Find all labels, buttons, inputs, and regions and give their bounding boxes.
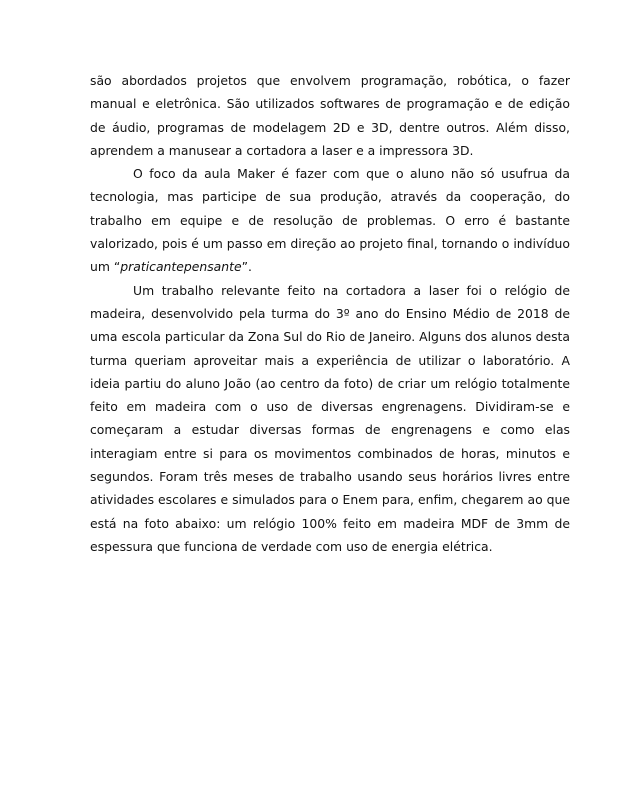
document-body <box>90 69 570 558</box>
paragraph-wooden-clock: Um trabalho relevante feito na cortadora a laser foi o relógio de madeira, desenvolvido pela turma do 3º ano do Ensino Médio de 2018 de uma escola particular da Zona Sul do Rio de Janeiro. Alguns dos alunos desta turma queriam aproveitar mais a experiência de utilizar o laboratório. A ideia partiu do aluno João (ao centro da foto) de criar um relógio totalmente feito em madeira com o uso de diversas engrenagens. Dividiram-se e começaram a estudar diversas formas de engrenagens e como elas interagiam entre si para os movimentos combinados de horas, minutos e segundos. Foram três meses de trabalho usando seus horários livres entre atividades escolares e simulados para o Enem para, enfim, chegarem ao que está na foto abaixo: um relógio 100% feito em madeira MDF de 3mm de espessura que funciona de verdade com uso de energia elétrica. <box>90 282 570 554</box>
paragraph-text: O foco da aula Maker é fazer com que o aluno não só usufrua da tecnologia, mas participe de sua produção, através da cooperação, do trabalho em equipe e de resolução de problemas. O erro é bastante valorizado, pois é um passo em direção ao projeto final, tornando o indivíduo um “ <box>90 166 570 275</box>
paragraph-continuation: são abordados projetos que envolvem programação, robótica, o fazer manual e eletrônica. São utilizados softwares de programação e de edição de áudio, programas de modelagem 2D e 3D, dentre outros. Além disso, aprendem a manusear a cortadora a laser e a impressora 3D. <box>90 73 570 158</box>
paragraph-text-end: ”. <box>241 259 252 275</box>
paragraph-maker-focus <box>90 162 570 278</box>
italic-term: praticantepensante <box>120 259 242 275</box>
